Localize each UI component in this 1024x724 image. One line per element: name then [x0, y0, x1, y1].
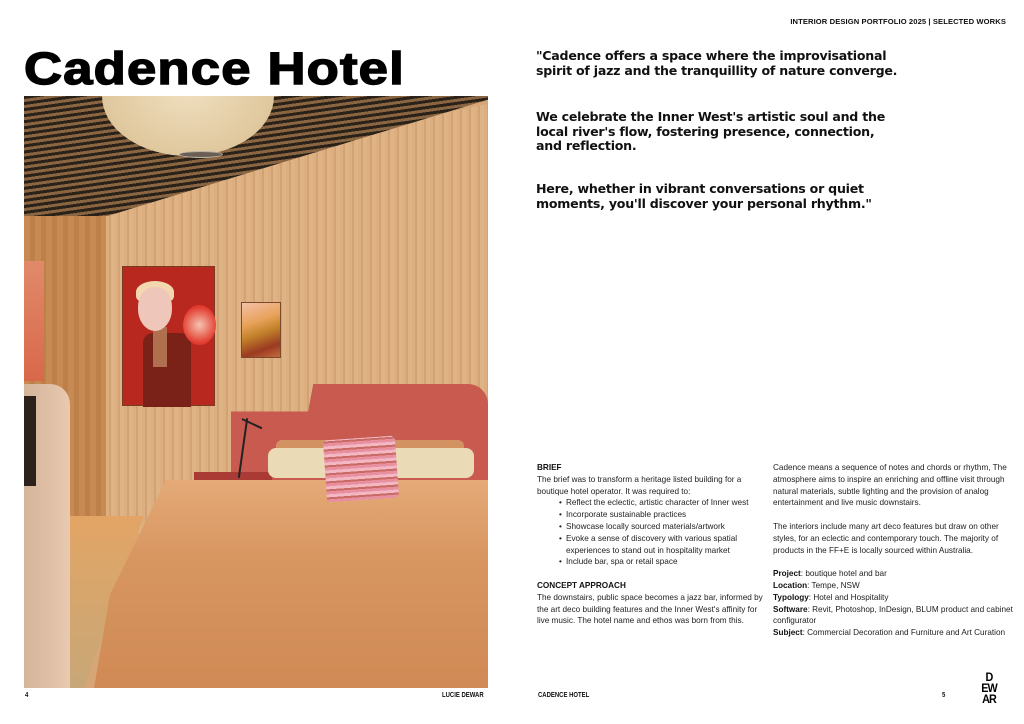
page-number-left: 4 [25, 692, 29, 699]
concept-text: The downstairs, public space becomes a jazz bar, informed by the art deco building features and the Inner West's affinity for live music. The hotel name and ethos was born from this. [537, 592, 763, 626]
dewar-logo: D EW AR [981, 670, 997, 706]
list-item: • Showcase locally sourced materials/artwork [559, 521, 769, 533]
detail-location: Location: Tempe, NSW [773, 580, 860, 590]
quote-paragraph-3: Here, whether in vibrant conversations or quiet moments, you'll discover your personal rhythm." [536, 181, 872, 211]
description-paragraph-1: Cadence means a sequence of notes and chords or rhythm, The atmosphere aims to inspire an enriching and offline visit through natural materials, subtle lighting and the provision of analog entertainment and live music downstairs. [773, 463, 1007, 508]
list-item: • Reflect the eclectic, artistic character of Inner west [559, 497, 769, 509]
project-details [773, 568, 1013, 639]
detail-project: Project: boutique hotel and bar [773, 569, 887, 579]
description-column [773, 462, 1013, 639]
list-item: • Evoke a sense of discovery with various spatial experiences to stand out in hospitality market [559, 533, 769, 557]
project-title: Cadence Hotel [24, 43, 405, 94]
detail-subject: Subject: Commercial Decoration and Furniture and Art Curation [773, 628, 1006, 638]
portrait-painting [122, 266, 215, 406]
detail-software: Software: Revit, Photoshop, InDesign, BLUM product and cabinet configurator [773, 604, 1013, 626]
hotel-room-render [24, 96, 488, 688]
patterned-cushion [323, 436, 399, 503]
quote-paragraph-1: "Cadence offers a space where the improvisational spirit of jazz and the tranquillity of nature converge. [536, 48, 898, 78]
portfolio-header-tag: INTERIOR DESIGN PORTFOLIO 2025 | SELECTED WORKS [790, 17, 1006, 26]
brief-requirements-list [537, 497, 769, 568]
brief-intro: The brief was to transform a heritage listed building for a boutique hotel operator. It was required to: [537, 474, 742, 496]
brief-heading: BRIEF [537, 463, 562, 472]
description-paragraph-2: The interiors include many art deco features but draw on other styles, for an eclectic and contemporary touch. The majority of products in the FF+E is locally sourced within Australia. [773, 521, 999, 555]
back-artwork [24, 261, 44, 381]
author-name: LUCIE DEWAR [442, 692, 484, 699]
bed-duvet [94, 480, 488, 688]
quote-paragraph-2: We celebrate the Inner West's artistic soul and the local river's flow, fostering presence, connection, and reflection. [536, 109, 885, 153]
footer-project-name: CADENCE HOTEL [538, 692, 590, 699]
brief-column [537, 462, 769, 627]
pillow-right [384, 448, 474, 478]
list-item: • Incorporate sustainable practices [559, 509, 769, 521]
page-number-right: 5 [942, 692, 946, 699]
pendant-lamp-base [179, 151, 223, 158]
list-item: • Include bar, spa or retail space [559, 556, 769, 568]
detail-typology: Typology: Hotel and Hospitality [773, 592, 889, 602]
abstract-painting [241, 302, 281, 358]
concept-heading: CONCEPT APPROACH [537, 580, 626, 590]
